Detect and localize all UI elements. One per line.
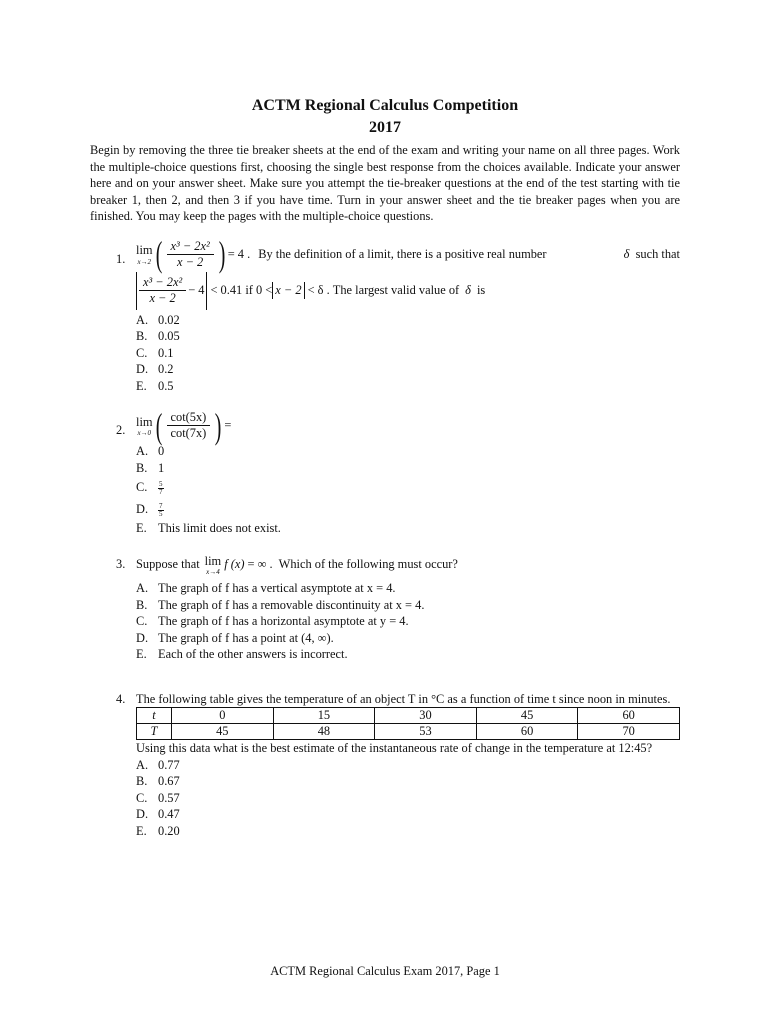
question-1: [90, 234, 680, 395]
option-e: E. Each of the other answers is incorrect.: [136, 647, 348, 661]
page-footer: ACTM Regional Calculus Exam 2017, Page 1: [270, 964, 500, 978]
delta-symbol: δ: [623, 246, 630, 261]
option-a: A. 0: [136, 444, 165, 458]
question-number: 1.: [116, 251, 126, 266]
option-d: D. 0.47: [136, 807, 180, 821]
question-number: 2.: [116, 423, 126, 437]
option-b: B. 0.67: [136, 774, 180, 788]
limit-operator: lim x→4: [204, 553, 222, 576]
option-b: B. The graph of f has a removable discontinuity at x = 4.: [136, 597, 425, 612]
option-d: D. $\frac{7}{5}$: [136, 501, 163, 518]
question-number: 3.: [116, 556, 126, 571]
option-b: B. 0.05: [136, 329, 180, 343]
answer-options: [136, 312, 680, 395]
exam-title: ACTM Regional Calculus Competition: [251, 97, 519, 114]
q4-question: Using this data what is the best estimate of the instantaneous rate of change in the temperature at 12:45?: [136, 741, 653, 755]
table-row: t 0 15 30 45 60: [137, 708, 680, 724]
instructions: Begin by removing the three tie breaker sheets at the end of the exam and writing your name on all three pages. Work the multiple-choice questions first, choosing the single best response from the choices available. Indicate your answer here and on your answer sheet. Make sure you attempt the tie-breaker questions at the end of the test starting with tie breaker 1, then 2, and then 3 if you have time. Turn in your answer sheet and the tie breaker pages when you are finished. You may keep the pages with the multiple-choice questions.: [90, 143, 680, 223]
option-c: C. 0.1: [136, 345, 174, 360]
answer-options: [136, 580, 680, 663]
exam-page: [90, 95, 680, 839]
option-a: A. 0.02: [136, 312, 180, 327]
q1-text: By the definition of a limit, there is a positive real number: [258, 246, 547, 261]
exam-year: 2017: [369, 119, 401, 136]
answer-options: [136, 757, 680, 840]
question-2: 2. lim x→0 ( $\frac{\cot(5x)}{\cot(7x)}$ ) = A. 0 B. 1 C. $\frac{5}{7}$ D. $\frac{7}{5}$ E. This limit does not exist.: [90, 410, 680, 537]
question-4: [90, 691, 680, 840]
option-e: E. 0.5: [136, 378, 174, 393]
option-a: A. The graph of f has a vertical asymptote at x = 4.: [136, 581, 396, 595]
option-d: D. 0.2: [136, 362, 174, 376]
option-e: E. This limit does not exist.: [136, 521, 281, 535]
question-number: 4.: [116, 691, 126, 706]
limit-fraction: $\frac{\text{x³ − 2x²}}{x - 2}$: [167, 239, 214, 270]
limit-fraction: $\frac{\cot(5x)}{\cot(7x)}$: [167, 410, 211, 441]
equals-value: = 4 .: [227, 246, 251, 261]
q1-text2: such that: [635, 246, 680, 261]
limit-operator: lim x→0: [136, 414, 153, 438]
q1-line1: lim x→2 ( $\frac{\text{x³ − 2x²}}{x - 2}$ ) = 4 . By the definition of a limit, there is a positive real number δ such that: [136, 234, 680, 274]
option-b: B. 1: [136, 460, 165, 475]
option-e: E. 0.20: [136, 823, 180, 838]
option-c: C. 0.57: [136, 790, 180, 805]
answer-options: [136, 443, 680, 537]
option-d: D. The graph of f has a point at (4, ∞).: [136, 630, 334, 645]
temperature-table: [136, 707, 680, 740]
option-a: A. 0.77: [136, 757, 180, 772]
table-row: T 45 48 53 60 70: [137, 724, 680, 740]
q1-line2: $\frac{\text{x³ − 2x²}}{x - 2}$ − 4 < 0.41 if 0 < x − 2 < δ . The largest valid value of δ is: [90, 272, 680, 310]
q4-text: The following table gives the temperature of an object T in °C as a function of time t since noon in minutes.: [136, 691, 671, 706]
question-3: 3. Suppose that lim x→4 f (x) = ∞ . Which of the following must occur? A. The graph of f has a vertical asymptote at x = 4. B. The graph of f has a removable discontinuity at x = 4. C. The graph of f has a horizontal asymptote at y = 4. D. The graph of f has a point at (4, ∞). E. Each of the other answers is incorrect.: [90, 553, 680, 663]
limit-operator: lim x→2: [136, 243, 153, 266]
option-c: C. The graph of f has a horizontal asymptote at y = 4.: [136, 614, 409, 628]
option-c: C. $\frac{5}{7}$: [136, 479, 163, 496]
